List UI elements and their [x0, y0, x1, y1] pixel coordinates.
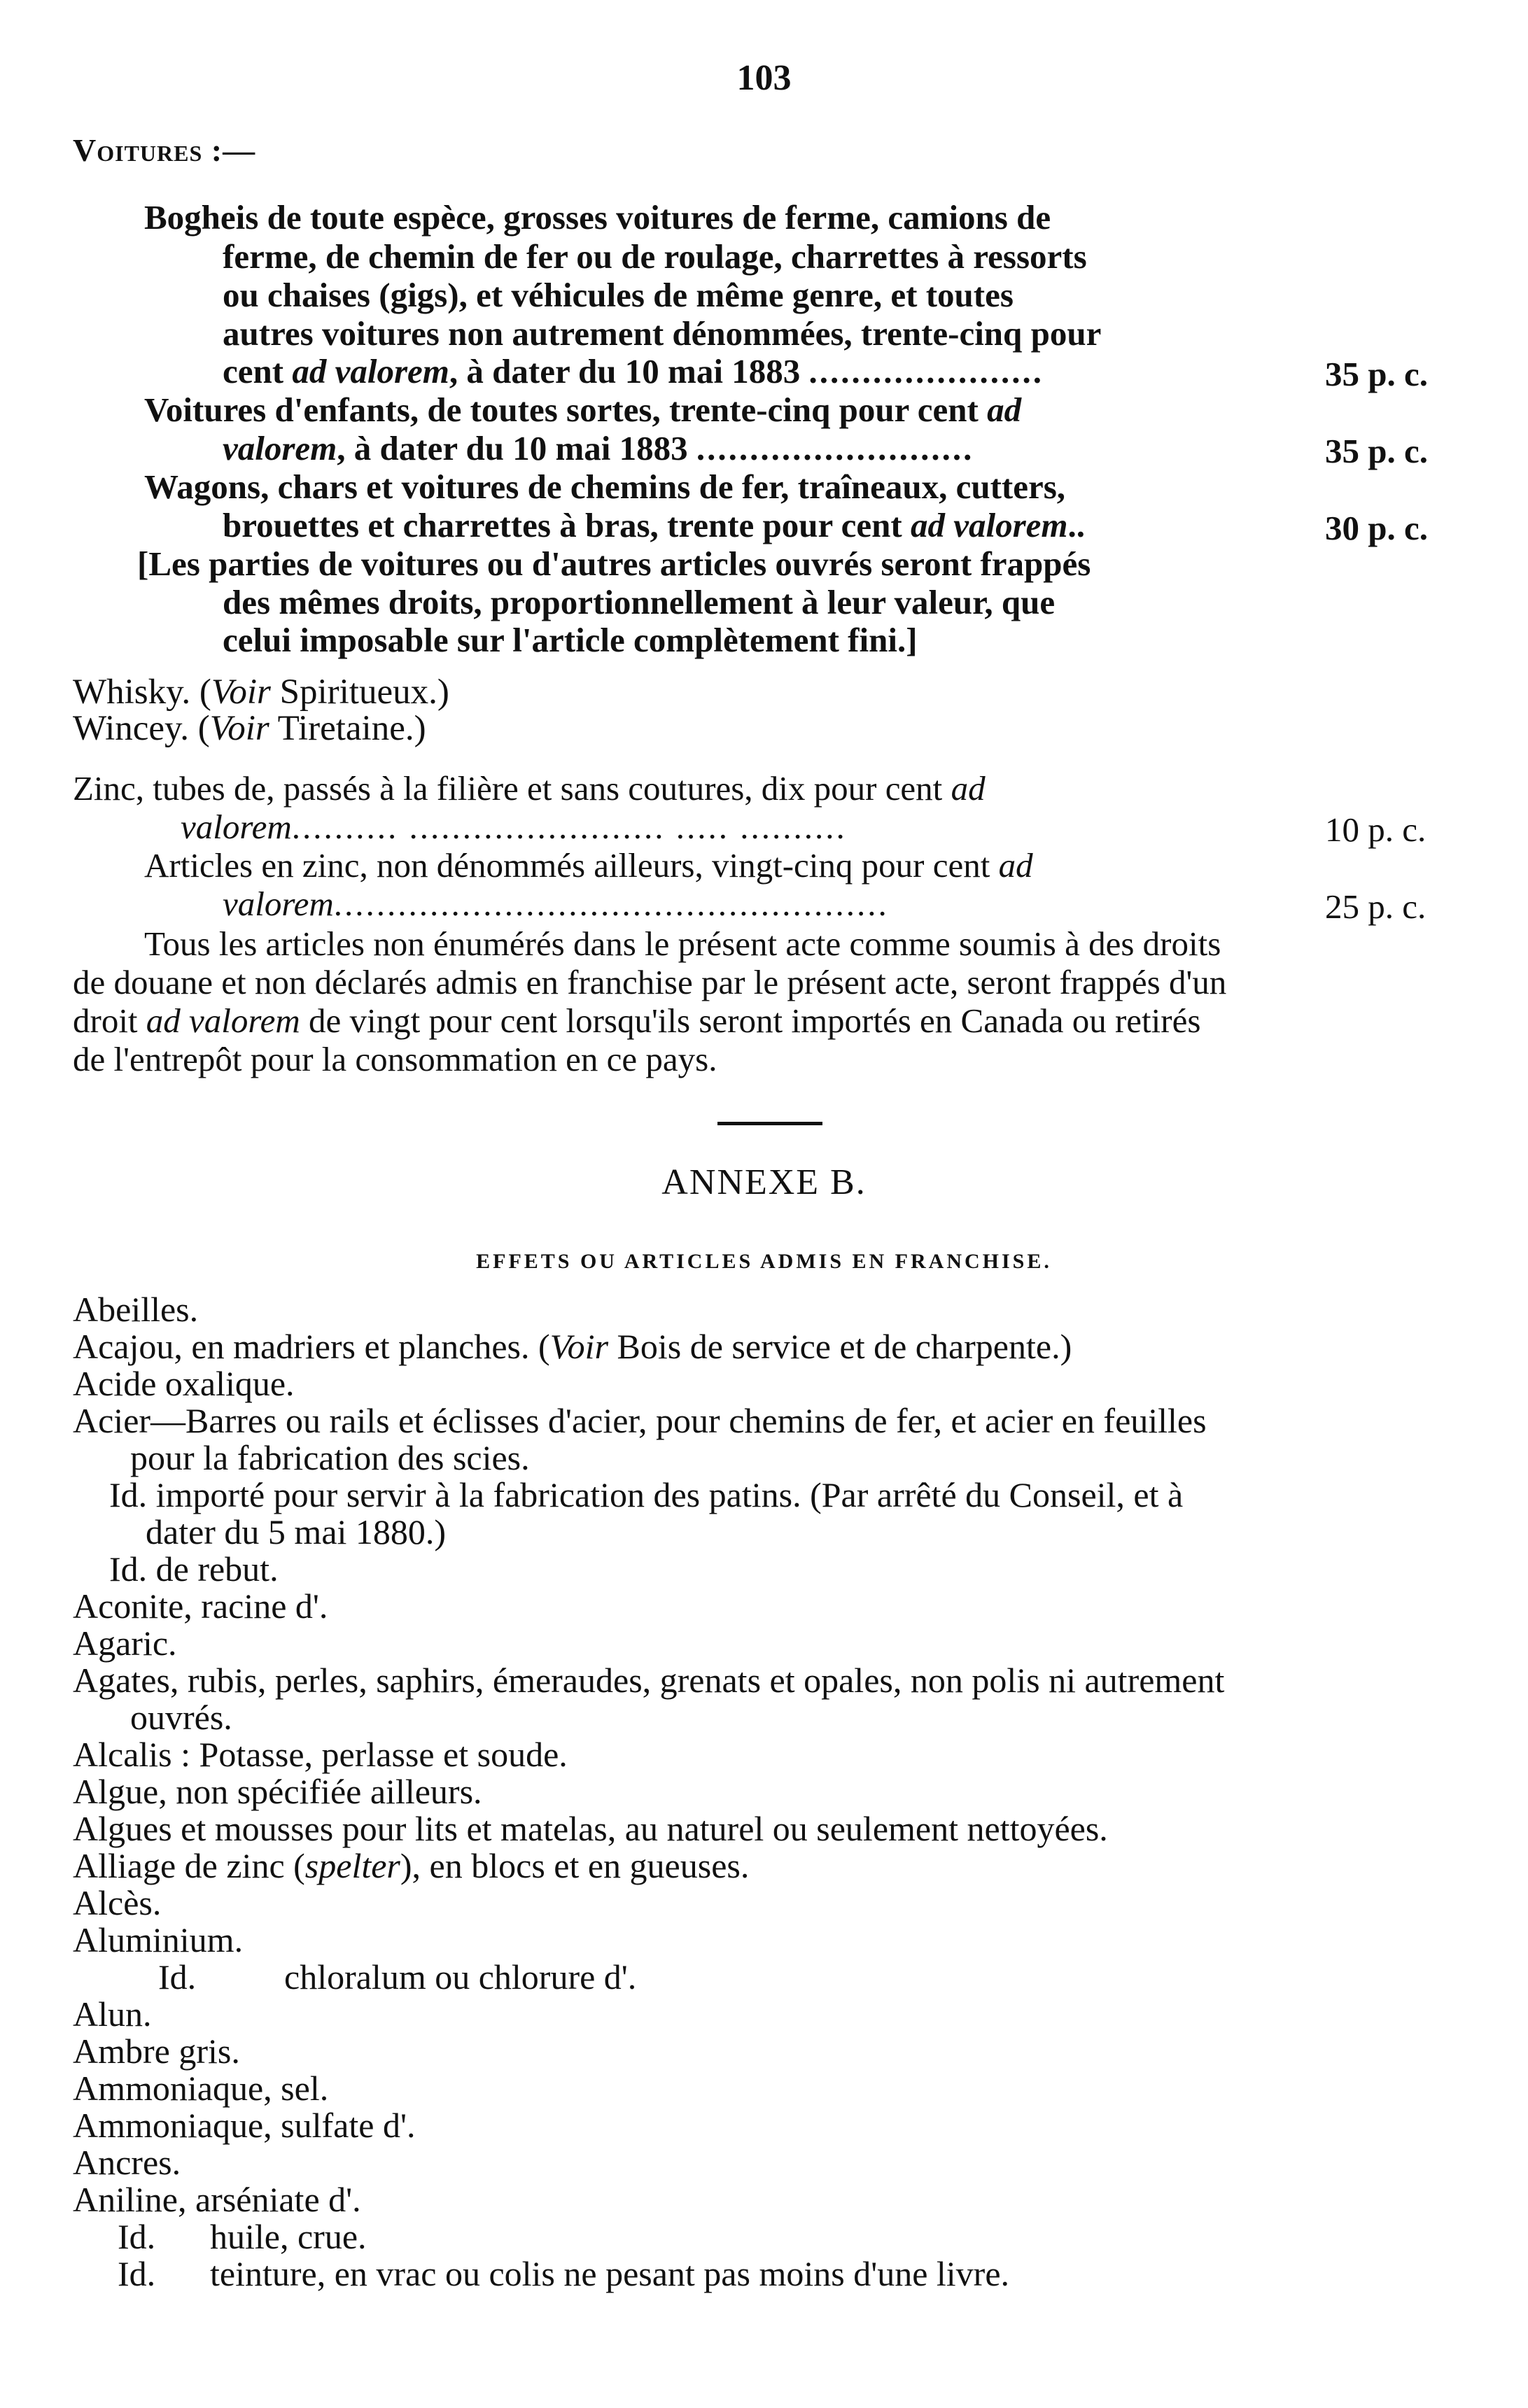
rate-wagons: 30 p. c. [1325, 509, 1428, 547]
list-item: Aluminium. [73, 1920, 244, 1959]
section-heading: Voitures :— [73, 132, 256, 168]
list-item: Acide oxalique. [73, 1364, 295, 1403]
list-item: Ancres. [73, 2143, 181, 2182]
zinc-line-1 [73, 768, 986, 809]
annex-subtitle: EFFETS OU ARTICLES ADMIS EN FRANCHISE. [476, 1250, 1052, 1273]
list-item: Algues et mousses pour lits et matelas, au naturel ou seulement nettoyées. [73, 1809, 1108, 1848]
list-item-pre: Acajou, en madriers et planches. ( [73, 1327, 550, 1366]
wagons-line-2 [223, 505, 1085, 546]
list-item-post: ), en blocs et en gueuses. [400, 1846, 750, 1885]
voitures-line-2: ferme, de chemin de fer ou de roulage, charrettes à ressorts [223, 237, 1087, 276]
list-item-id: Id. [118, 2217, 156, 2256]
zinc-articles-italic: ad [998, 846, 1033, 885]
general-line-2: de douane et non déclarés admis en franchise par le présent acte, seront frappés d'un [73, 963, 1227, 1001]
list-item [73, 1328, 1072, 1365]
whisky-entry [73, 672, 449, 712]
voitures-line-5 [223, 351, 1044, 392]
list-item: teinture, en vrac ou colis ne pesant pas moins d'une livre. [210, 2254, 1010, 2293]
spelter-italic: spelter [304, 1846, 400, 1885]
general-post: de vingt pour cent lorsqu'ils seront importés en Canada ou retirés [300, 1001, 1201, 1040]
list-item: Aniline, arséniate d'. [73, 2180, 361, 2219]
voitures-enfants-line-1 [144, 390, 1021, 430]
voitures-enfants-line-2 [223, 428, 974, 469]
general-line-4: de l'entrepôt pour la consommation en ce pays. [73, 1040, 717, 1078]
wagons-line-1: Wagons, chars et voitures de chemins de fer, traîneaux, cutters, [144, 467, 1066, 506]
zinc-italic: ad [951, 769, 986, 808]
voitures-line-1: Bogheis de toute espèce, grosses voitures de ferme, camions de [144, 198, 1051, 237]
zinc-articles-line-2 [223, 884, 889, 924]
rate-voitures-enfants: 35 p. c. [1325, 432, 1428, 470]
rate-zinc-tubes: 10 p. c. [1325, 810, 1427, 849]
leader-dots: .................................................... [333, 885, 889, 923]
zinc-line-2 [181, 807, 847, 847]
voir-italic: Voir [209, 709, 269, 748]
leader-dots: .......................... [696, 429, 974, 467]
list-item: Acier—Barres ou rails et éclisses d'acier, pour chemins de fer, et acier en feuilles [73, 1401, 1207, 1440]
parties-line-2: des mêmes droits, proportionnellement à leur valeur, que [223, 583, 1056, 621]
list-item: Agaric. [73, 1624, 177, 1663]
list-item-id: Id. [158, 1957, 197, 1997]
voitures-enfants-italic: ad [987, 390, 1022, 429]
list-item: Aconite, racine d'. [73, 1586, 328, 1626]
voitures-enfants-text: Voitures d'enfants, de toutes sortes, trente-cinq pour cent [144, 390, 988, 429]
list-item-cont: ouvrés. [130, 1698, 232, 1737]
whisky-pre: Whisky. ( [73, 673, 211, 712]
wincey-pre: Wincey. ( [73, 709, 210, 748]
list-item: Agates, rubis, perles, saphirs, émeraudes, grenats et opales, non polis ni autrement [73, 1661, 1225, 1700]
voir-italic: Voir [211, 673, 271, 712]
wincey-entry [73, 708, 426, 749]
zinc-italic-2: valorem [181, 808, 292, 846]
voitures-enfants-post: , à dater du 10 mai 1883 [337, 429, 688, 467]
list-item: Alcès. [73, 1883, 162, 1922]
section-divider [717, 1122, 822, 1125]
general-line-3 [73, 1001, 1200, 1041]
voitures-line-3: ou chaises (gigs), et véhicules de même genre, et toutes [223, 276, 1014, 314]
zinc-text: Zinc, tubes de, passés à la filière et sans coutures, dix pour cent [73, 769, 951, 808]
list-item: Alun. [73, 1994, 152, 2034]
list-item-id: Id. [118, 2254, 156, 2293]
voitures-line-5-italic: ad valorem [292, 352, 449, 390]
list-item: huile, crue. [210, 2217, 367, 2256]
list-item: Id. importé pour servir à la fabrication des patins. (Par arrêté du Conseil, et à [109, 1475, 1184, 1514]
annex-title: ANNEXE B. [661, 1162, 867, 1202]
rate-zinc-articles: 25 p. c. [1325, 887, 1427, 926]
list-item: Ammoniaque, sulfate d'. [73, 2106, 416, 2145]
list-item-pre: Alliage de zinc ( [73, 1846, 305, 1885]
general-italic: ad valorem [146, 1001, 300, 1040]
list-item-post: Bois de service et de charpente.) [608, 1327, 1072, 1366]
list-item: Algue, non spécifiée ailleurs. [73, 1772, 482, 1811]
leader-dots: .......... ........................ ..... .......... [291, 808, 847, 846]
leader-dots: ...................... [808, 352, 1044, 390]
wagons-post: .. [1067, 506, 1085, 544]
voitures-line-5-pre: cent [223, 352, 293, 390]
parties-line-3: celui imposable sur l'article complètement fini.] [223, 621, 918, 659]
zinc-articles-text: Articles en zinc, non dénommés ailleurs, vingt-cinq pour cent [144, 846, 999, 885]
general-line-1: Tous les articles non énumérés dans le présent acte comme soumis à des droits [144, 924, 1221, 963]
wagons-pre: brouettes et charrettes à bras, trente pour cent [223, 506, 911, 544]
list-item: Ammoniaque, sel. [73, 2069, 329, 2108]
rate-voitures: 35 p. c. [1325, 355, 1428, 393]
list-item: Ambre gris. [73, 2032, 240, 2071]
list-item-cont: pour la fabrication des scies. [130, 1438, 530, 1477]
wagons-italic: ad valorem [910, 506, 1068, 544]
whisky-post: Spiritueux.) [270, 673, 449, 712]
voitures-line-5-post: , à dater du 10 mai 1883 [449, 352, 801, 390]
list-item: chloralum ou chlorure d'. [284, 1957, 637, 1997]
list-item: Abeilles. [73, 1290, 199, 1329]
voitures-line-4: autres voitures non autrement dénommées, trente-cinq pour [223, 314, 1102, 353]
wincey-post: Tiretaine.) [269, 709, 426, 748]
page-number: 103 [736, 58, 792, 98]
list-item [73, 1847, 749, 1885]
zinc-articles-line-1 [144, 845, 1033, 886]
general-pre: droit [73, 1001, 146, 1040]
list-item: Alcalis : Potasse, perlasse et soude. [73, 1735, 568, 1774]
parties-line-1: [Les parties de voitures ou d'autres articles ouvrés seront frappés [137, 544, 1091, 583]
voir-italic: Voir [549, 1327, 609, 1366]
voitures-enfants-italic-2: valorem [223, 429, 337, 467]
list-item: Id. de rebut. [109, 1549, 279, 1589]
zinc-articles-italic-2: valorem [223, 885, 334, 923]
list-item-cont: dater du 5 mai 1880.) [146, 1512, 447, 1551]
